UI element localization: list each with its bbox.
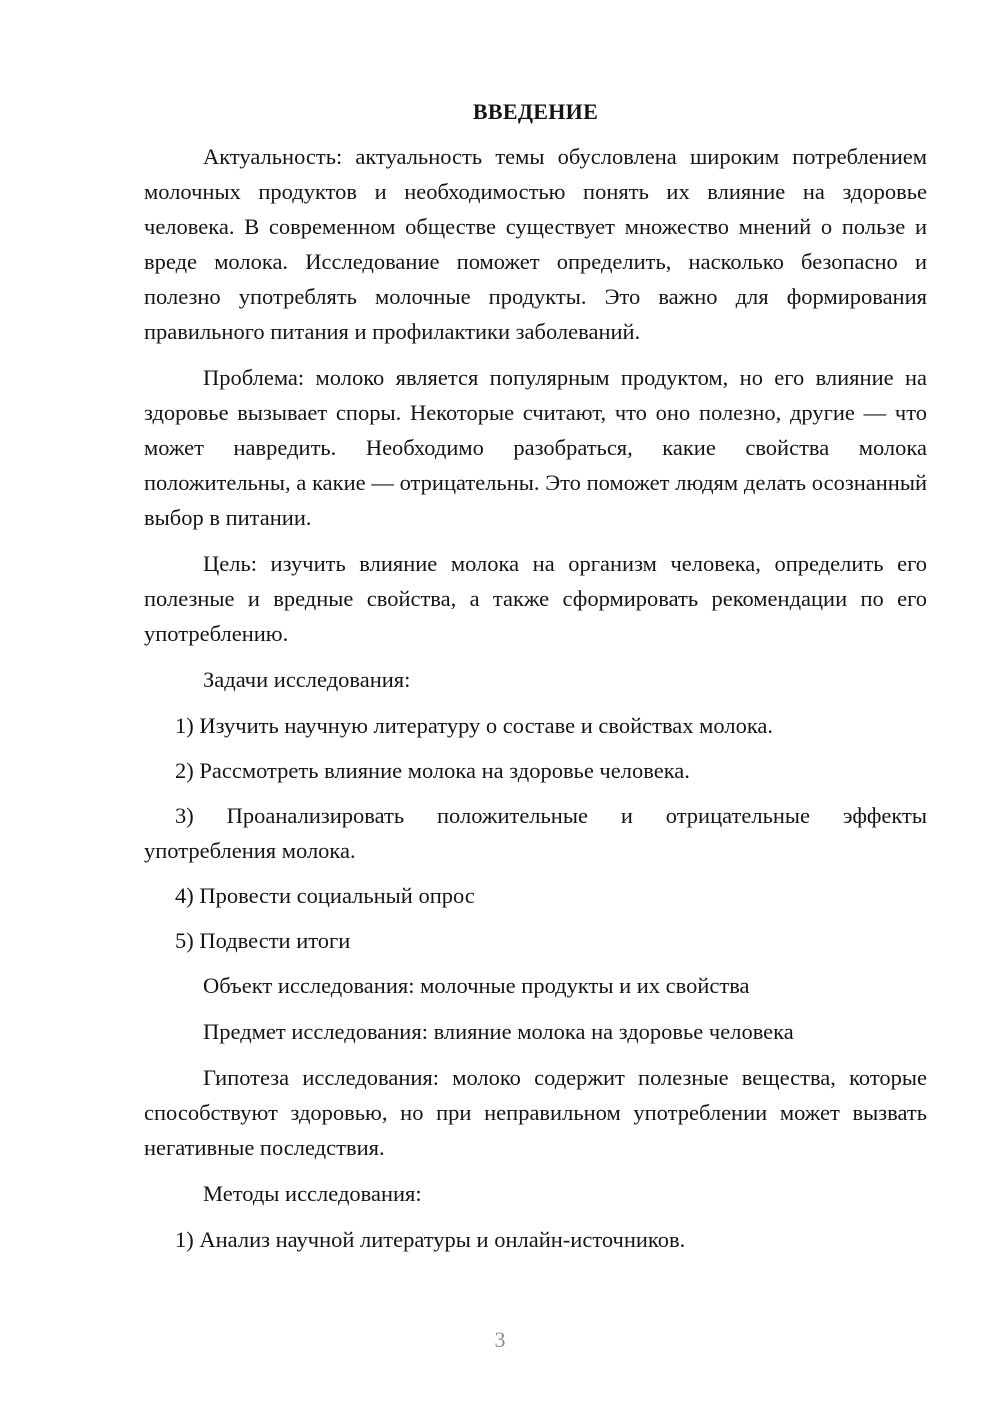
research-object: Объект исследования: молочные продукты и их свойства: [203, 973, 750, 998]
task-item: 2) Рассмотреть влияние молока на здоровье человека.: [175, 758, 690, 783]
research-subject: Предмет исследования: влияние молока на здоровье человека: [203, 1019, 794, 1044]
goal-paragraph: Цель: изучить влияние молока на организм человека, определить его полезные и вредные свойства, а также сформировать рекомендации по его употреблению.: [144, 551, 927, 646]
task-item: 5) Подвести итоги: [175, 928, 351, 953]
task-item: 1) Изучить научную литературу о составе и свойствах молока.: [175, 713, 774, 738]
methods-heading: Методы исследования:: [203, 1181, 422, 1206]
hypothesis-paragraph: Гипотеза исследования: молоко содержит полезные вещества, которые способствуют здоровью, но при неправильном употреблении может вызвать негативные последствия.: [144, 1065, 927, 1160]
tasks-heading: Задачи исследования:: [203, 667, 411, 692]
task-item: 4) Провести социальный опрос: [175, 883, 475, 908]
task-item: 3) Проанализировать положительные и отрицательные эффекты употребления молока.: [144, 803, 927, 863]
document-body: [144, 94, 927, 1267]
method-item: 1) Анализ научной литературы и онлайн-источников.: [175, 1227, 686, 1252]
section-title: ВВЕДЕНИЕ: [472, 99, 599, 124]
page-number: 3: [494, 1327, 506, 1352]
problem-paragraph: Проблема: молоко является популярным продуктом, но его влияние на здоровье вызывает споры. Некоторые считают, что оно полезно, другие — что может навредить. Необходимо разобраться, какие свойства молока положительны, а какие — отрицательны. Это поможет людям делать осознанный выбор в питании.: [144, 365, 927, 530]
relevance-paragraph: Актуальность: актуальность темы обусловлена широким потреблением молочных продуктов и необходимостью понять их влияние на здоровье человека. В современном обществе существует множество мнений о пользе и вреде молока. Исследование поможет определить, насколько безопасно и полезно употреблять молочные продукты. Это важно для формирования правильного питания и профилактики заболеваний.: [144, 144, 927, 344]
